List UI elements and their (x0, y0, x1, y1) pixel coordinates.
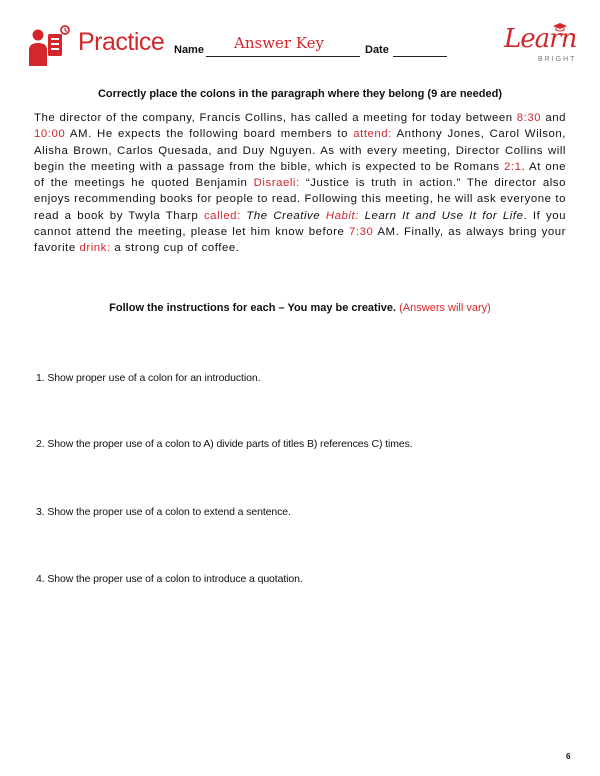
paragraph-text: a strong cup of coffee. (110, 242, 240, 255)
page-header (26, 22, 586, 72)
question-4: 4. Show the proper use of a colon to introduce a quotation. (36, 573, 303, 585)
answer-colon: 2:1 (504, 160, 522, 173)
paragraph-text: . If you cannot attend the meeting, please let him know before (34, 209, 566, 239)
answer-colon: drink: (79, 242, 111, 255)
question-2: 2. Show the proper use of a colon to A) divide parts of titles B) references C) times. (36, 438, 413, 450)
answer-colon: 7:30 (349, 226, 374, 239)
page-number: 6 (566, 752, 571, 761)
book-title-text: The Creative (246, 209, 326, 222)
answers-vary-note: (Answers will vary) (399, 302, 491, 314)
answer-colon: 8:30 (516, 112, 542, 124)
creative-instruction-text: Follow the instructions for each – You may be creative. (109, 302, 397, 314)
name-field-line[interactable] (206, 56, 360, 57)
teacher-board-icon (26, 24, 74, 68)
colon-paragraph (34, 110, 566, 257)
brand-bright-text: BRIGHT (538, 56, 577, 63)
book-title-text: Learn It and Use It for Life (358, 209, 524, 222)
question-1: 1. Show proper use of a colon for an introduction. (36, 372, 261, 384)
paragraph-text: The director of the company, Francis Collins, has called a meeting for today between (34, 112, 517, 124)
name-label: Name (174, 44, 204, 56)
brand-learn-text: Learn (504, 24, 577, 54)
paragraph-text: . At one of the meetings he quoted Benjamin (34, 160, 566, 190)
answer-colon: Habit: (325, 209, 359, 222)
creative-instruction (0, 302, 600, 314)
paragraph-text: Anthony Jones, Carol Wilson, Alisha Brown, Carlos Quesada, and Duy Nguyen. As with every meeting, Director Collins will begin the meeting with a passage from the bible, which is expected to be Romans (34, 128, 566, 173)
paragraph-text: and (541, 112, 566, 124)
date-label: Date (365, 44, 389, 56)
colon-instruction: Correctly place the colons in the paragraph where they belong (9 are needed) (97, 88, 503, 100)
answer-colon: called: (203, 209, 241, 222)
paragraph-text: AM. He expects the following board members to (65, 128, 354, 141)
answer-colon: Disraeli: (253, 177, 300, 190)
practice-title: Practice (78, 28, 165, 56)
question-3: 3. Show the proper use of a colon to extend a sentence. (36, 506, 291, 518)
date-field-line[interactable] (393, 56, 447, 57)
paragraph-text: “Justice is truth in action.” The director also enjoys recommending books for people to read. Following this meeting, he will ask everyone to read a book by Twyla Tharp (34, 177, 566, 222)
answer-colon: attend: (353, 128, 392, 141)
paragraph-text: AM. Finally, as always bring your favorite (34, 226, 566, 255)
answer-colon: 10:00 (34, 128, 66, 141)
answer-key-text: Answer Key (234, 34, 324, 52)
learn-bright-logo (502, 22, 586, 68)
